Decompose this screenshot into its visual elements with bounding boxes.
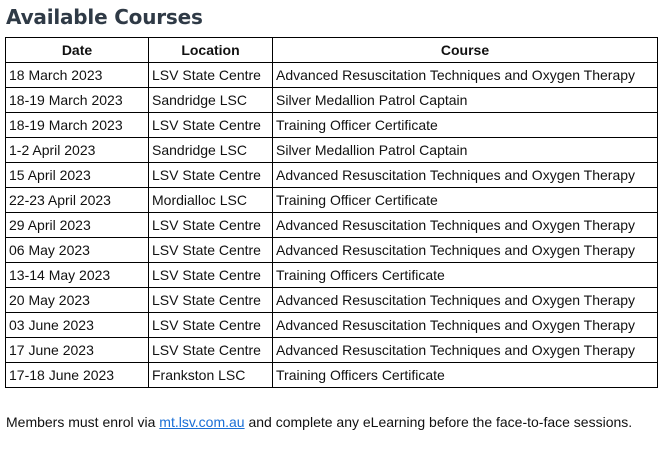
cell-date: 1-2 April 2023 [6, 138, 149, 163]
enrolment-link[interactable]: mt.lsv.com.au [159, 414, 245, 430]
cell-date: 18-19 March 2023 [6, 113, 149, 138]
cell-date: 18 March 2023 [6, 63, 149, 88]
table-row [6, 288, 658, 313]
table-row [6, 88, 658, 113]
table-row [6, 363, 658, 388]
cell-course: Advanced Resuscitation Techniques and Oxygen Therapy [273, 313, 658, 338]
cell-date: 18-19 March 2023 [6, 88, 149, 113]
table-body [6, 63, 658, 388]
cell-location: LSV State Centre [149, 113, 273, 138]
cell-course: Advanced Resuscitation Techniques and Oxygen Therapy [273, 63, 658, 88]
table-row [6, 238, 658, 263]
enrolment-note-text: Members must enrol via [6, 414, 160, 430]
cell-course: Training Officers Certificate [273, 263, 658, 288]
cell-course: Advanced Resuscitation Techniques and Oxygen Therapy [273, 288, 658, 313]
cell-location: Mordialloc LSC [149, 188, 273, 213]
cell-location: LSV State Centre [149, 238, 273, 263]
cell-location: LSV State Centre [149, 63, 273, 88]
enrolment-note-text-end: and complete any eLearning before the face-to-face sessions. [244, 414, 633, 430]
enrolment-note [6, 413, 656, 431]
cell-date: 17 June 2023 [6, 338, 149, 363]
table-row [6, 138, 658, 163]
cell-location: LSV State Centre [149, 338, 273, 363]
cell-location: LSV State Centre [149, 163, 273, 188]
cell-course: Advanced Resuscitation Techniques and Oxygen Therapy [273, 338, 658, 363]
table-header-row [6, 38, 658, 63]
table-row [6, 313, 658, 338]
column-header-course: Course [273, 38, 658, 63]
cell-date: 22-23 April 2023 [6, 188, 149, 213]
cell-date: 17-18 June 2023 [6, 363, 149, 388]
page-title: Available Courses [6, 5, 203, 29]
cell-location: Sandridge LSC [149, 138, 273, 163]
cell-course: Advanced Resuscitation Techniques and Oxygen Therapy [273, 238, 658, 263]
table-row [6, 113, 658, 138]
cell-location: Sandridge LSC [149, 88, 273, 113]
cell-location: LSV State Centre [149, 288, 273, 313]
table-row [6, 63, 658, 88]
cell-course: Silver Medallion Patrol Captain [273, 138, 658, 163]
cell-location: LSV State Centre [149, 313, 273, 338]
cell-course: Training Officers Certificate [273, 363, 658, 388]
cell-course: Training Officer Certificate [273, 113, 658, 138]
table-row [6, 163, 658, 188]
column-header-date: Date [6, 38, 149, 63]
cell-course: Advanced Resuscitation Techniques and Oxygen Therapy [273, 163, 658, 188]
cell-course: Advanced Resuscitation Techniques and Oxygen Therapy [273, 213, 658, 238]
cell-date: 03 June 2023 [6, 313, 149, 338]
table-row [6, 188, 658, 213]
courses-table [5, 37, 658, 388]
cell-date: 06 May 2023 [6, 238, 149, 263]
table-row [6, 213, 658, 238]
cell-location: LSV State Centre [149, 263, 273, 288]
cell-course: Silver Medallion Patrol Captain [273, 88, 658, 113]
cell-location: Frankston LSC [149, 363, 273, 388]
cell-date: 15 April 2023 [6, 163, 149, 188]
cell-location: LSV State Centre [149, 213, 273, 238]
cell-date: 13-14 May 2023 [6, 263, 149, 288]
cell-date: 20 May 2023 [6, 288, 149, 313]
cell-date: 29 April 2023 [6, 213, 149, 238]
table-row [6, 263, 658, 288]
cell-course: Training Officer Certificate [273, 188, 658, 213]
table-row [6, 338, 658, 363]
column-header-location: Location [149, 38, 273, 63]
